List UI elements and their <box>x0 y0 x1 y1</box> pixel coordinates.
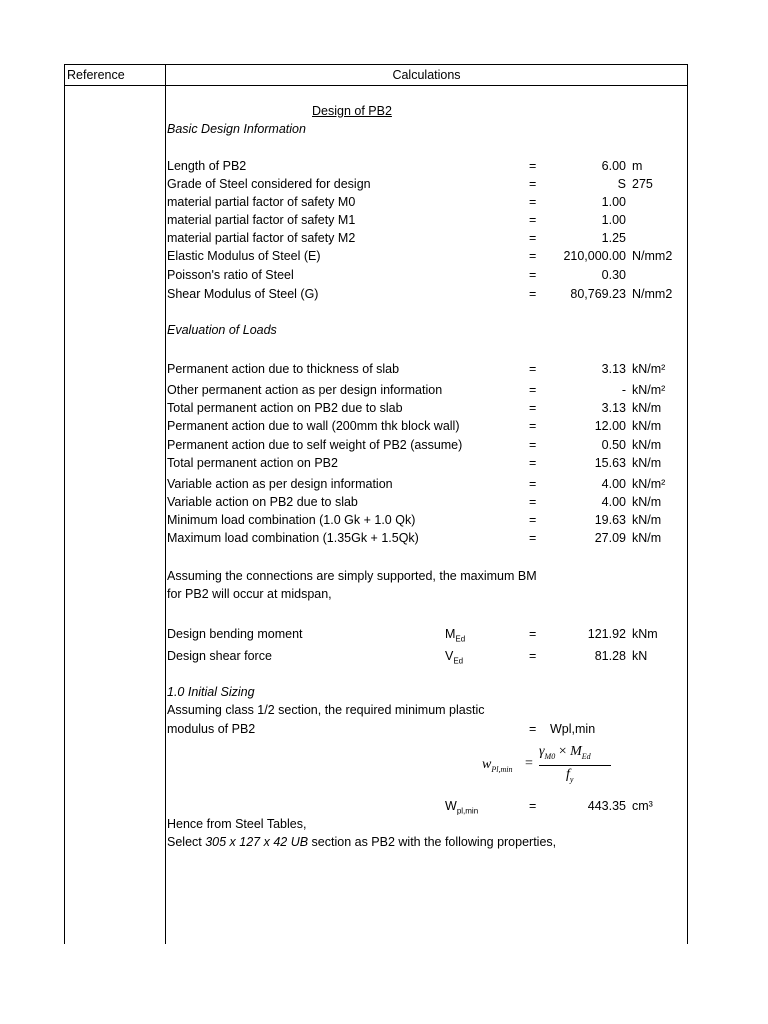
calculations-header: Calculations <box>392 68 461 82</box>
row-equals: = <box>529 477 537 491</box>
sf-label: Design shear force <box>167 649 272 663</box>
row-label: Permanent action due to wall (200mm thk block wall) <box>167 419 460 433</box>
selected-section: 305 x 127 x 42 UB <box>205 835 309 849</box>
row-value: 0.30 <box>601 268 626 282</box>
row-unit: kN/m <box>632 531 662 545</box>
wpl-value: 443.35 <box>587 799 626 813</box>
row-unit: kN/m² <box>632 362 666 376</box>
row-equals: = <box>529 495 537 509</box>
row-value: 1.00 <box>601 195 626 209</box>
wpl-formula <box>478 744 618 792</box>
row-label: Elastic Modulus of Steel (E) <box>167 249 321 263</box>
row-label: Permanent action due to thickness of slab <box>167 362 400 376</box>
row-value: 210,000.00 <box>563 249 626 263</box>
row-value: 0.50 <box>601 438 626 452</box>
row-value: 3.13 <box>601 401 626 415</box>
row-equals: = <box>529 531 537 545</box>
row-label: Length of PB2 <box>167 159 247 173</box>
row-value: 1.00 <box>601 213 626 227</box>
row-unit: N/mm2 <box>632 287 673 301</box>
row-label: Maximum load combination (1.35Gk + 1.5Qk) <box>167 531 419 545</box>
row-label: Grade of Steel considered for design <box>167 177 371 191</box>
section-sizing-heading: 1.0 Initial Sizing <box>167 685 255 699</box>
steel-tables-text: Hence from Steel Tables, <box>167 817 307 831</box>
row-unit: kN/m <box>632 513 662 527</box>
row-unit: N/mm2 <box>632 249 673 263</box>
sf-value: 81.28 <box>594 649 626 663</box>
row-value: 12.00 <box>594 419 626 433</box>
row-label: material partial factor of safety M1 <box>167 213 356 227</box>
sf-unit: kN <box>632 649 648 663</box>
row-equals: = <box>529 401 537 415</box>
row-label: material partial factor of safety M2 <box>167 231 356 245</box>
bm-symbol: $M_{Ed}$ <box>445 627 466 644</box>
row-equals: = <box>529 213 537 227</box>
row-label: Shear Modulus of Steel (G) <box>167 287 319 301</box>
row-value: 4.00 <box>601 495 626 509</box>
row-equals: = <box>529 513 537 527</box>
assumption-line-2: for PB2 will occur at midspan, <box>167 587 332 601</box>
wpl-unit: cm³ <box>632 799 653 813</box>
row-value: 19.63 <box>594 513 626 527</box>
row-label: Permanent action due to self weight of PB2 (assume) <box>167 438 463 452</box>
select-section-text: Select 305 x 127 x 42 UB section as PB2 with the following properties, <box>167 835 557 849</box>
row-label: Poisson's ratio of Steel <box>167 268 294 282</box>
row-value: 15.63 <box>594 456 626 470</box>
formula-denominator: $f_y$ <box>566 767 574 784</box>
row-value: 27.09 <box>594 531 626 545</box>
row-label: Total permanent action on PB2 <box>167 456 338 470</box>
page-title: Design of PB2 <box>312 104 392 118</box>
row-value: 3.13 <box>601 362 626 376</box>
sizing-line-2: modulus of PB2 <box>167 722 256 736</box>
column-divider <box>165 64 166 944</box>
row-unit: kN/m² <box>632 383 666 397</box>
row-equals: = <box>529 159 537 173</box>
row-equals: = <box>529 383 537 397</box>
row-unit: kN/m <box>632 401 662 415</box>
row-value: - <box>621 383 626 397</box>
sf-symbol: $V_{Ed}$ <box>445 649 464 666</box>
row-unit: kN/m <box>632 438 662 452</box>
row-equals: = <box>529 249 537 263</box>
bm-equals: = <box>529 627 537 641</box>
formula-numerator: $\gamma_{M0} \times M_{Ed}$ <box>539 744 591 761</box>
table-border-right <box>687 64 688 944</box>
row-equals: = <box>529 195 537 209</box>
row-equals: = <box>529 287 537 301</box>
bm-label: Design bending moment <box>167 627 303 641</box>
formula-fraction-bar <box>539 765 611 766</box>
row-value: 80,769.23 <box>570 287 626 301</box>
row-value: S <box>617 177 626 191</box>
wpl-symbol: $W_{pl,min}$ <box>445 799 479 816</box>
row-label: Minimum load combination (1.0 Gk + 1.0 Qk) <box>167 513 416 527</box>
row-unit: m <box>632 159 643 173</box>
row-unit: kN/m <box>632 456 662 470</box>
row-equals: = <box>529 419 537 433</box>
reference-header: Reference <box>67 68 125 82</box>
row-unit: kN/m <box>632 495 662 509</box>
row-unit: 275 <box>632 177 653 191</box>
row-equals: = <box>529 231 537 245</box>
formula-lhs: $w_{Pl,min}$ <box>482 757 513 774</box>
row-label: Variable action on PB2 due to slab <box>167 495 358 509</box>
table-border-top <box>64 64 688 65</box>
sizing-equals: = <box>529 722 537 736</box>
row-equals: = <box>529 268 537 282</box>
header-divider <box>64 85 688 86</box>
row-equals: = <box>529 438 537 452</box>
sizing-line-1: Assuming class 1/2 section, the required minimum plastic <box>167 703 485 717</box>
wpl-equals: = <box>529 799 537 813</box>
row-value: 4.00 <box>601 477 626 491</box>
row-equals: = <box>529 456 537 470</box>
row-label: Other permanent action as per design information <box>167 383 443 397</box>
row-equals: = <box>529 362 537 376</box>
section-basic-heading: Basic Design Information <box>167 122 306 136</box>
row-equals: = <box>529 177 537 191</box>
bm-unit: kNm <box>632 627 658 641</box>
row-label: Total permanent action on PB2 due to slab <box>167 401 403 415</box>
row-label: Variable action as per design information <box>167 477 393 491</box>
row-value: 6.00 <box>601 159 626 173</box>
sf-equals: = <box>529 649 537 663</box>
row-value: 1.25 <box>601 231 626 245</box>
row-unit: kN/m² <box>632 477 666 491</box>
row-label: material partial factor of safety M0 <box>167 195 356 209</box>
table-border-left <box>64 64 65 944</box>
bm-value: 121.92 <box>587 627 626 641</box>
section-loads-heading: Evaluation of Loads <box>167 323 277 337</box>
formula-equals: = <box>525 756 533 771</box>
sizing-symbol: Wpl,min <box>550 722 596 736</box>
assumption-line-1: Assuming the connections are simply supported, the maximum BM <box>167 569 537 583</box>
row-unit: kN/m <box>632 419 662 433</box>
